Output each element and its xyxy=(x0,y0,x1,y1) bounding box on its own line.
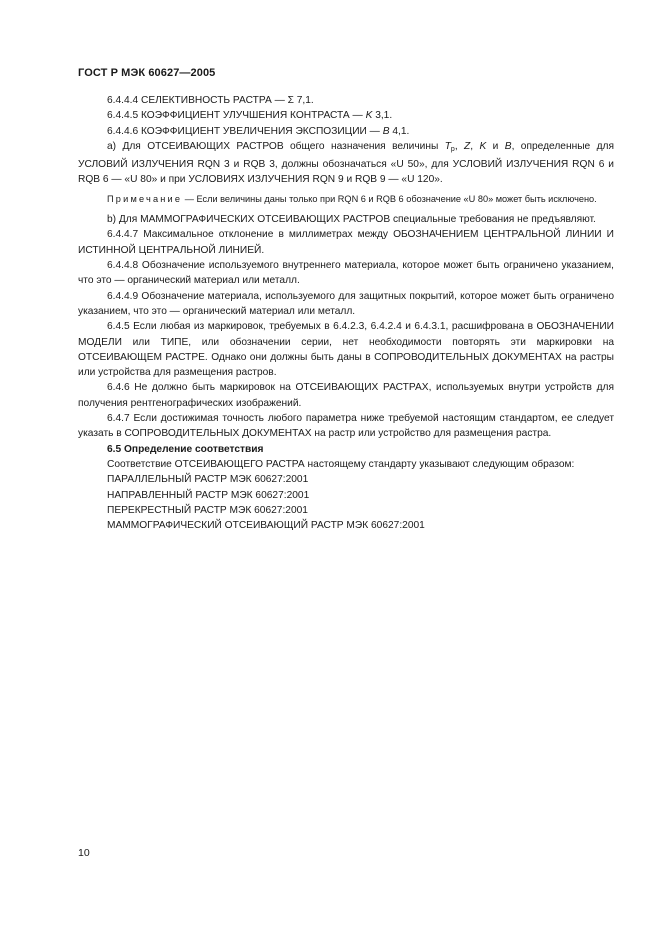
designation-item: МАММОГРАФИЧЕСКИЙ ОТСЕИВАЮЩИЙ РАСТР МЭК 60627:2001 xyxy=(107,520,425,532)
page-number: 10 xyxy=(78,847,90,859)
document-header: ГОСТ Р МЭК 60627—2005 xyxy=(78,67,216,79)
clause-6-4-4-7: 6.4.4.7 Максимальное отклонение в миллиметрах между ОБОЗНАЧЕНИЕМ ЦЕНТРАЛЬНОЙ ЛИНИИ И ИСТИННОЙ ЦЕНТРАЛЬНОЙ ЛИНИЕЙ. xyxy=(78,229,614,256)
clause-6-4-5: 6.4.5 Если любая из маркировок, требуемых в 6.4.2.3, 6.4.2.4 и 6.4.3.1, расшифрована в ОБОЗНАЧЕНИИ МОДЕЛИ или ТИПЕ, или обозначении серии, нет необходимости повторять эти маркировки на ОТСЕИВАЮЩЕМ РАСТРЕ. Однако они должны быть даны в СОПРОВОДИТЕЛЬНЫХ ДОКУМЕНТАХ на растры или устройства для размещения растров. xyxy=(78,321,614,379)
item-a-paragraph xyxy=(78,139,614,188)
clause-text: 6.4.4.6 КОЭФФИЦИЕНТ УВЕЛИЧЕНИЯ ЭКСПОЗИЦИИ — xyxy=(107,125,383,137)
paragraph-text: а) Для ОТСЕИВАЮЩИХ РАСТРОВ общего назначения величины xyxy=(107,140,445,152)
clause-6-4-7: 6.4.7 Если достижимая точность любого параметра ниже требуемой настоящим стандартом, ее следует указать в СОПРОВОДИТЕЛЬНЫХ ДОКУМЕНТАХ на растр или устройство для размещения растра. xyxy=(78,413,614,440)
note-text: — Если величины даны только при RQN 6 и RQB 6 обозначение «U 80» может быть исключено. xyxy=(182,193,597,204)
document-body xyxy=(78,93,614,533)
paragraph-text: , определенные для УСЛОВИЙ ИЗЛУЧЕНИЯ RQN 3 и RQB 3, должны обозначаться «U 50», для УСЛОВИЙ ИЗЛУЧЕНИЯ RQN 6 и RQB 6 — «U 80» и при УСЛОВИЯХ ИЗЛУЧЕНИЯ RQN 9 и RQB 9 — «U 120». xyxy=(78,140,614,186)
clause-6-4-6: 6.4.6 Не должно быть маркировок на ОТСЕИВАЮЩИХ РАСТРАХ, используемых внутри устройств для получения рентгенографических изображений. xyxy=(78,382,614,409)
clause-6-4-4-6 xyxy=(78,124,614,139)
note-label: Примечание xyxy=(107,193,183,204)
variable-k: K xyxy=(479,140,487,152)
clause-text: 6.4.4.5 КОЭФФИЦИЕНТ УЛУЧШЕНИЯ КОНТРАСТА — xyxy=(107,110,366,122)
separator: и xyxy=(486,140,505,152)
designation-item: ПЕРЕКРЕСТНЫЙ РАСТР МЭК 60627:2001 xyxy=(107,504,308,516)
variable-b: B xyxy=(382,125,390,137)
variable-k: K xyxy=(365,110,373,122)
variable-t-subscript: p xyxy=(450,145,455,153)
separator: , xyxy=(454,140,465,152)
designation-item: НАПРАВЛЕННЫЙ РАСТР МЭК 60627:2001 xyxy=(107,489,310,501)
clause-6-4-4-5 xyxy=(78,108,614,123)
variable-z: Z xyxy=(464,140,471,152)
clause-6-4-4-9: 6.4.4.9 Обозначение материала, используемого для защитных покрытий, которое может быть ограничено указанием, что это — органический материал или металл. xyxy=(78,290,614,317)
variable-t: T xyxy=(444,140,451,152)
clause-6-5-intro: Соответствие ОТСЕИВАЮЩЕГО РАСТРА настоящему стандарту указывают следующим образом: xyxy=(107,458,575,470)
clause-6-4-4-4: 6.4.4.4 СЕЛЕКТИВНОСТЬ РАСТРА — Σ 7,1. xyxy=(107,95,314,106)
section-heading-6-5: 6.5 Определение соответствия xyxy=(107,443,264,455)
variable-b: B xyxy=(504,140,512,152)
designation-item: ПАРАЛЛЕЛЬНЫЙ РАСТР МЭК 60627:2001 xyxy=(107,474,309,486)
separator: , xyxy=(470,140,480,152)
clause-value: 4,1. xyxy=(389,125,410,137)
clause-6-4-4-8: 6.4.4.8 Обозначение используемого внутреннего материала, которое может быть ограничено указанием, что это — органический материал или металл. xyxy=(78,260,614,287)
item-b-paragraph: b) Для МАММОГРАФИЧЕСКИХ ОТСЕИВАЮЩИХ РАСТРОВ специальные требования не предъявляют. xyxy=(107,214,596,226)
clause-value: 3,1. xyxy=(372,110,393,122)
note xyxy=(78,193,614,206)
